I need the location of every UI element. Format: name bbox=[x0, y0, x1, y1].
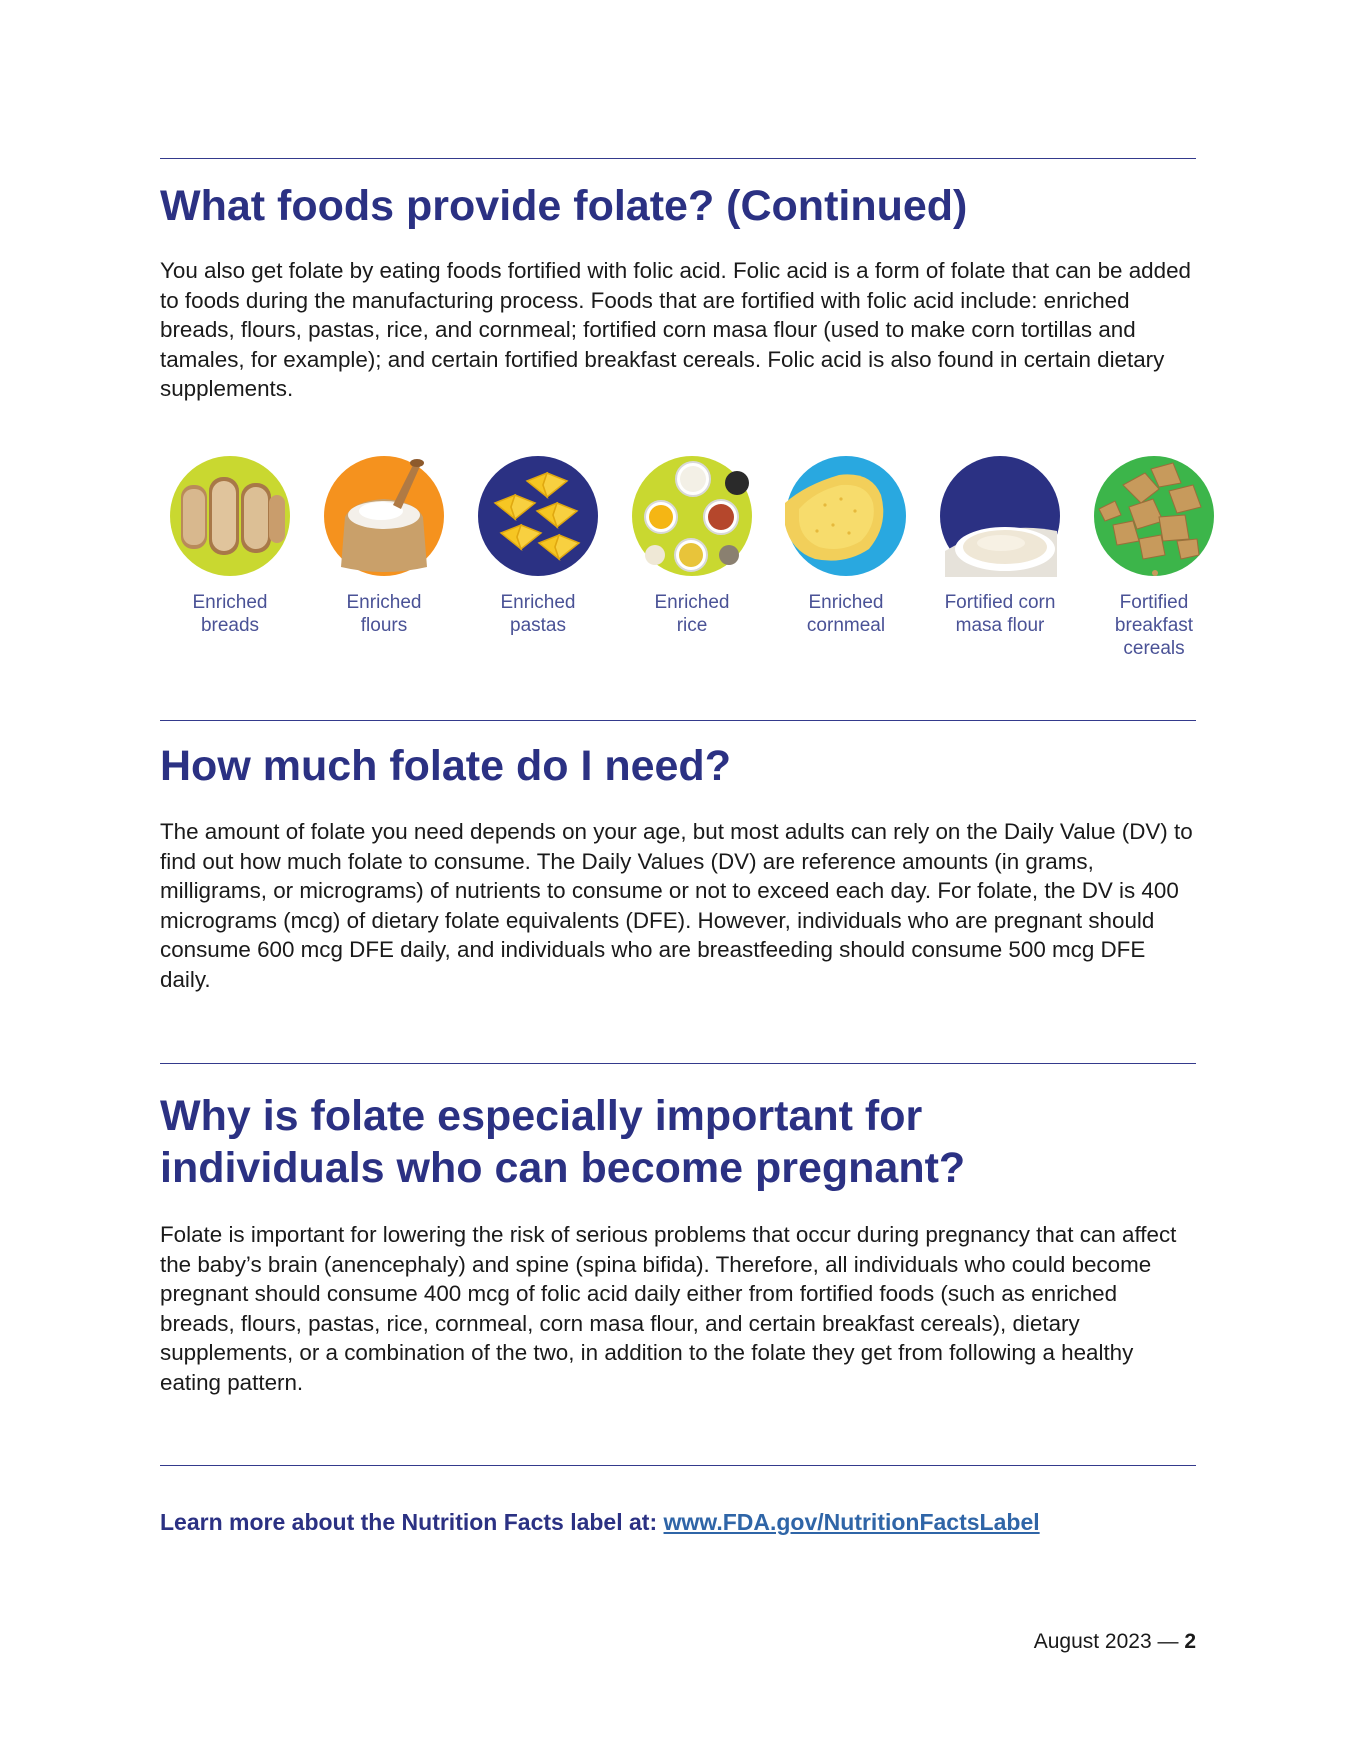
food-item-enriched-rice bbox=[612, 455, 772, 637]
rice-bowls-icon bbox=[631, 455, 753, 577]
section-body-what-foods: You also get folate by eating foods fortified with folic acid. Folic acid is a form of folate that can be added to foods during the manufacturing process. Foods that are fortified with folic acid include: enriched breads, flours, pastas, rice, and cornmeal; fortified corn masa flour (used to make corn tortillas and tamales, for example); and certain fortified breakfast cereals. Folic acid is also found in certain dietary supplements. bbox=[160, 258, 1191, 401]
food-label-line1: Enriched bbox=[192, 592, 268, 613]
flour-sack-icon bbox=[323, 455, 445, 577]
nutrition-facts-link[interactable]: www.FDA.gov/NutritionFactsLabel bbox=[663, 1509, 1040, 1535]
food-label-line1: Enriched bbox=[346, 592, 422, 613]
food-item-enriched-cornmeal bbox=[766, 455, 926, 637]
section-divider bbox=[160, 720, 1196, 721]
section-heading-why-important bbox=[160, 1090, 965, 1194]
food-item-fortified-breakfast-cereals bbox=[1074, 455, 1234, 660]
page-number: 2 bbox=[1184, 1630, 1196, 1653]
food-label-line1: Enriched bbox=[500, 592, 576, 613]
food-label-line1: Enriched bbox=[808, 592, 884, 613]
page-footer bbox=[1034, 1630, 1196, 1654]
pasta-icon bbox=[477, 455, 599, 577]
section-body-why-important: Folate is important for lowering the risk of serious problems that occur during pregnancy that can affect the baby’s brain (anencephaly) and spine (spina bifida). Therefore, all individuals who could become pregnant should consume 400 mcg of folic acid daily either from fortified foods (such as enriched breads, flours, pastas, rice, cornmeal, corn masa flour, and certain breakfast cereals), dietary supplements, or a combination of the two, in addition to the folate they get from following a healthy eating pattern. bbox=[160, 1222, 1177, 1395]
footer-date: August 2023 — bbox=[1033, 1630, 1185, 1653]
cereal-flakes-icon bbox=[1093, 455, 1215, 577]
section-divider bbox=[160, 1063, 1196, 1064]
food-label-line3: cereals bbox=[1123, 638, 1185, 659]
food-label-line2: breakfast bbox=[1114, 615, 1194, 636]
section-heading-what-foods: What foods provide folate? (Continued) bbox=[160, 182, 968, 230]
masa-flour-bowl-icon bbox=[939, 455, 1061, 577]
section-body-how-much: The amount of folate you need depends on your age, but most adults can rely on the Daily Value (DV) to find out how much folate to consume. The Daily Values (DV) are reference amounts (in grams, milligrams, or micrograms) of nutrients to consume or not to exceed each day. For folate, the DV is 400 micrograms (mcg) of dietary folate equivalents (DFE). However, individuals who are pregnant should consume 600 mcg DFE daily, and individuals who are breastfeeding should consume 500 mcg DFE daily. bbox=[160, 819, 1193, 992]
food-item-enriched-pastas bbox=[458, 455, 618, 637]
food-label-line2: cornmeal bbox=[806, 615, 886, 636]
food-item-fortified-corn-masa-flour bbox=[920, 455, 1080, 637]
food-item-enriched-flours bbox=[304, 455, 464, 637]
learn-more bbox=[160, 1509, 1040, 1536]
heading-line1: Why is folate especially important for bbox=[160, 1092, 923, 1140]
food-label-line1: Enriched bbox=[654, 592, 730, 613]
section-divider bbox=[160, 1465, 1196, 1466]
food-item-enriched-breads bbox=[150, 455, 310, 637]
section-divider-top bbox=[160, 158, 1196, 159]
food-label-line2: masa flour bbox=[955, 615, 1045, 636]
section-heading-how-much: How much folate do I need? bbox=[160, 742, 731, 790]
fortified-foods-row bbox=[150, 455, 1210, 685]
cornmeal-icon bbox=[785, 455, 907, 577]
food-label-line2: breads bbox=[200, 615, 260, 636]
breads-icon bbox=[169, 455, 291, 577]
learn-more-text: Learn more about the Nutrition Facts label at: bbox=[160, 1509, 664, 1535]
heading-line2: individuals who can become pregnant? bbox=[160, 1144, 966, 1192]
food-label-line1: Fortified corn bbox=[944, 592, 1056, 613]
food-label-line2: pastas bbox=[510, 615, 566, 636]
food-label-line1: Fortified bbox=[1119, 592, 1189, 613]
food-label-line2: rice bbox=[676, 615, 708, 636]
food-label-line2: flours bbox=[360, 615, 408, 636]
